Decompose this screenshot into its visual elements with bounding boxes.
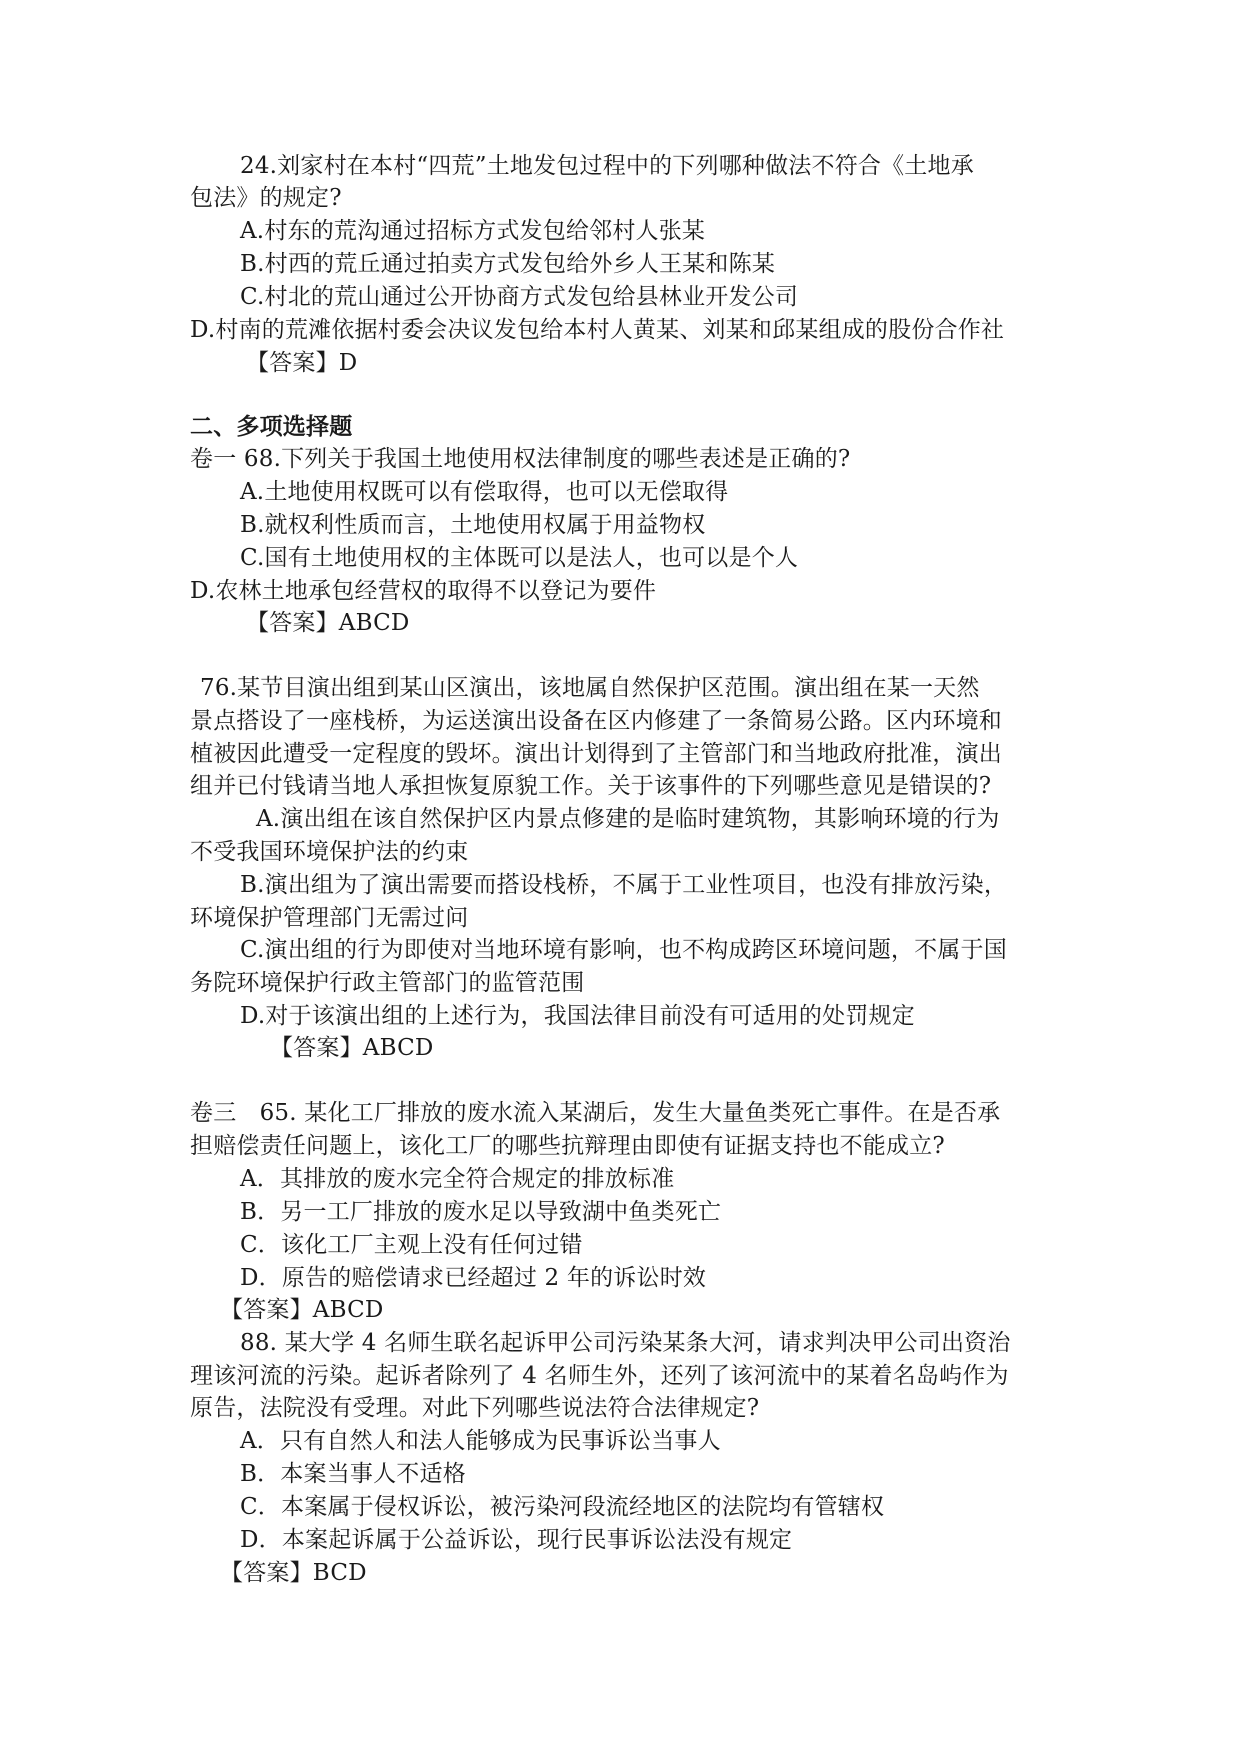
option-c: C.演出组的行为即使对当地环境有影响，也不构成跨区环境问题，不属于国 (240, 937, 1007, 963)
answer: 【答案】ABCD (270, 1035, 434, 1061)
answer: 【答案】ABCD (220, 1297, 384, 1323)
option-d: D．原告的赔偿请求已经超过 2 年的诉讼时效 (240, 1265, 707, 1291)
question-stem: 景点搭设了一座栈桥，为运送演出设备在区内修建了一条简易公路。区内环境和 (190, 708, 1002, 734)
option-d: D.村南的荒滩依据村委会决议发包给本村人黄某、刘某和邱某组成的股份合作社 (190, 317, 1005, 343)
option-c: C.村北的荒山通过公开协商方式发包给县林业开发公司 (240, 284, 799, 310)
option-a: A.演出组在该自然保护区内景点修建的是临时建筑物，其影响环境的行为 (256, 806, 1000, 832)
question-stem: 76.某节目演出组到某山区演出，该地属自然保护区范围。演出组在某一天然 (200, 675, 980, 701)
option-c: C.国有土地使用权的主体既可以是法人，也可以是个人 (240, 545, 799, 571)
option-d: D.对于该演出组的上述行为，我国法律目前没有可适用的处罚规定 (240, 1003, 915, 1029)
question-stem: 88. 某大学 4 名师生联名起诉甲公司污染某条大河，请求判决甲公司出资治 (240, 1330, 1011, 1356)
option-c: C．本案属于侵权诉讼，被污染河段流经地区的法院均有管辖权 (240, 1494, 885, 1520)
option-b: B．本案当事人不适格 (240, 1461, 466, 1487)
question-stem: 包法》的规定? (190, 185, 342, 211)
question-stem: 植被因此遭受一定程度的毁坏。演出计划得到了主管部门和当地政府批准，演出 (190, 741, 1002, 767)
question-stem: 卷三 65. 某化工厂排放的废水流入某湖后，发生大量鱼类死亡事件。在是否承 (190, 1100, 1001, 1126)
option-a: A．只有自然人和法人能够成为民事诉讼当事人 (240, 1428, 721, 1454)
option-b: B．另一工厂排放的废水足以导致湖中鱼类死亡 (240, 1199, 722, 1225)
answer: 【答案】D (246, 350, 358, 376)
question-stem: 理该河流的污染。起诉者除列了 4 名师生外，还列了该河流中的某着名岛屿作为 (190, 1363, 1009, 1389)
option-a: 不受我国环境保护法的约束 (190, 839, 469, 865)
section-heading: 二、多项选择题 (190, 413, 353, 440)
option-b: 环境保护管理部门无需过问 (190, 905, 469, 931)
option-b: B.村西的荒丘通过拍卖方式发包给外乡人王某和陈某 (240, 251, 776, 277)
option-c: C．该化工厂主观上没有任何过错 (240, 1232, 583, 1258)
option-b: B.就权利性质而言，土地使用权属于用益物权 (240, 512, 706, 538)
question-stem: 原告，法院没有受理。对此下列哪些说法符合法律规定? (190, 1395, 760, 1421)
question-stem: 担赔偿责任问题上，该化工厂的哪些抗辩理由即使有证据支持也不能成立? (190, 1133, 945, 1159)
option-d: D．本案起诉属于公益诉讼，现行民事诉讼法没有规定 (240, 1527, 793, 1553)
question-stem: 24.刘家村在本村“四荒”土地发包过程中的下列哪种做法不符合《土地承 (240, 153, 974, 179)
answer: 【答案】ABCD (246, 610, 410, 636)
question-stem: 组并已付钱请当地人承担恢复原貌工作。关于该事件的下列哪些意见是错误的? (190, 773, 992, 799)
option-a: A.村东的荒沟通过招标方式发包给邻村人张某 (240, 218, 706, 244)
option-a: A．其排放的废水完全符合规定的排放标准 (240, 1166, 675, 1192)
answer: 【答案】BCD (220, 1560, 367, 1586)
option-d: D.农林土地承包经营权的取得不以登记为要件 (190, 578, 657, 604)
option-a: A.土地使用权既可以有偿取得，也可以无偿取得 (240, 479, 729, 505)
option-c: 务院环境保护行政主管部门的监管范围 (190, 970, 585, 996)
option-b: B.演出组为了演出需要而搭设栈桥，不属于工业性项目，也没有排放污染， (240, 872, 1008, 898)
question-stem: 卷一 68.下列关于我国土地使用权法律制度的哪些表述是正确的? (190, 446, 851, 472)
